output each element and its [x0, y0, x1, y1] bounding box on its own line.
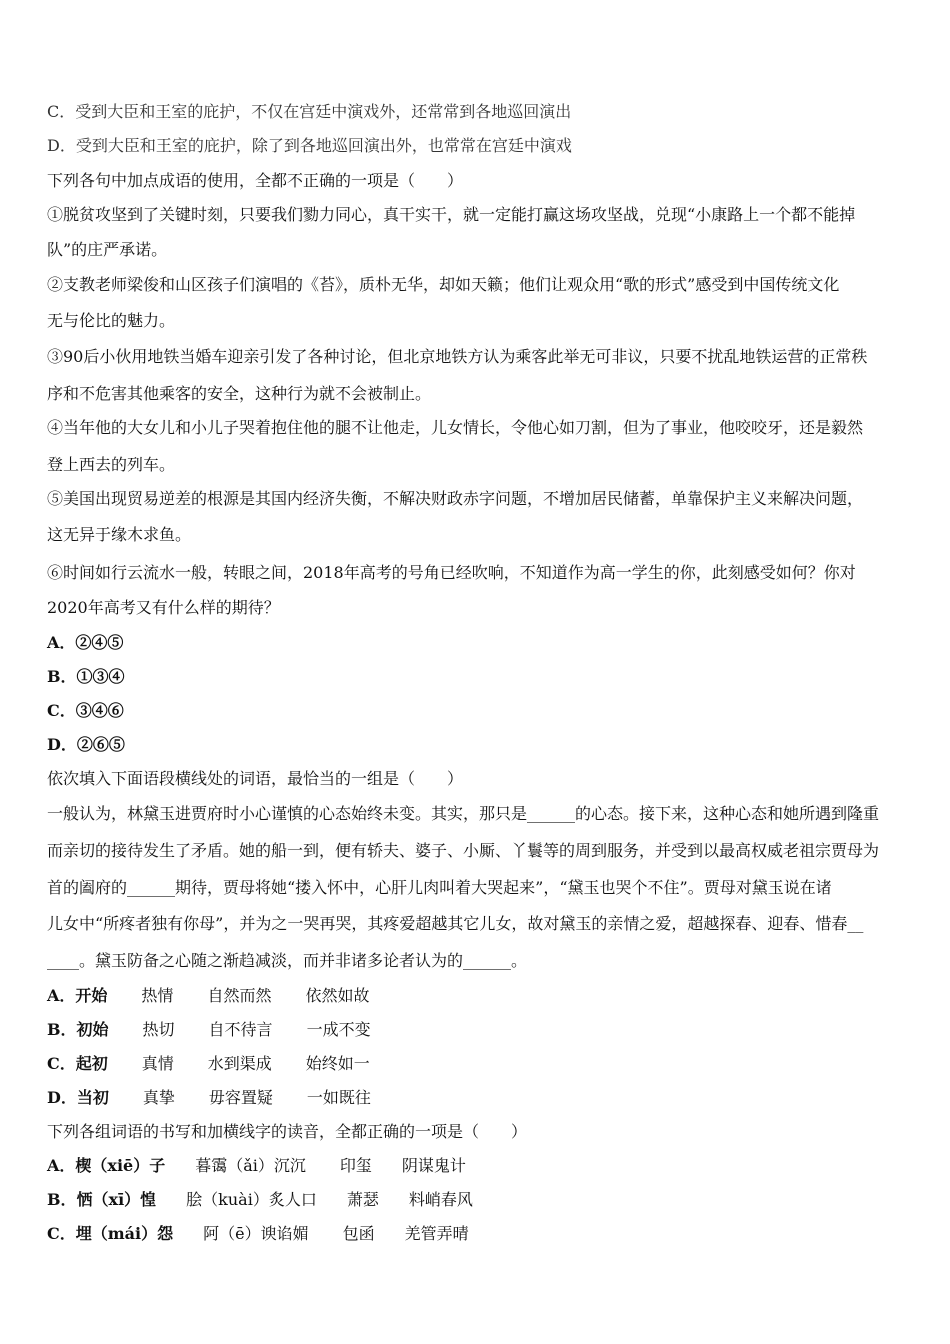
- q2-option-a-word-1: A．开始: [47, 986, 108, 1005]
- q2-option-b-word-2: 热切: [142, 1020, 175, 1039]
- q2-passage-5: ____。黛玉防备之心随之渐趋减淡，而并非诸多论者认为的______。: [47, 951, 528, 970]
- prev-option-c: C．受到大臣和王室的庇护，不仅在宫廷中演戏外，还常常到各地巡回演出: [47, 102, 572, 121]
- q1-sentence-5b: 这无异于缘木求鱼。: [47, 525, 192, 544]
- q3-option-b-word-4: 料峭春风: [408, 1190, 473, 1209]
- q3-option-c-word-3: 包函: [342, 1224, 375, 1243]
- q3-option-a-word-2: 暮霭（ǎi）沉沉: [195, 1156, 306, 1175]
- q3-option-c-word-1: C．埋（mái）怨: [47, 1224, 174, 1243]
- q1-sentence-1b: 队”的庄严承诺。: [47, 240, 168, 259]
- q3-option-b[interactable]: [47, 1190, 910, 1210]
- q1-option-b[interactable]: B．①③④: [47, 667, 125, 686]
- q1-sentence-2b: 无与伦比的魅力。: [47, 311, 176, 330]
- q2-option-d-word-3: 毋容置疑: [208, 1088, 273, 1107]
- q2-option-a-word-3: 自然而然: [207, 986, 272, 1005]
- q3-stem: 下列各组词语的书写和加横线字的读音，全都正确的一项是（ ）: [47, 1122, 528, 1141]
- q1-option-d[interactable]: D．②⑥⑤: [47, 735, 125, 754]
- q2-option-d[interactable]: [47, 1088, 910, 1108]
- q2-passage-2: 而亲切的接待发生了矛盾。她的船一到，便有轿夫、婆子、小厮、丫鬟等的周到服务，并受到以最高权威老祖宗贾母为: [47, 841, 880, 860]
- q2-option-c-word-1: C．起初: [47, 1054, 108, 1073]
- q3-option-c[interactable]: [47, 1224, 910, 1244]
- q2-option-c[interactable]: [47, 1054, 910, 1074]
- prev-option-d: D．受到大臣和王室的庇护，除了到各地巡回演出外，也常常在宫廷中演戏: [47, 136, 572, 155]
- q3-option-c-word-2: 阿（ē）谀谄媚: [203, 1224, 309, 1243]
- q1-sentence-6b: 2020年高考又有什么样的期待？: [47, 598, 280, 617]
- q1-option-c[interactable]: C．③④⑥: [47, 701, 124, 720]
- q2-passage-3: 首的阖府的______期待，贾母将她“搂入怀中，心肝儿肉叫着大哭起来”，“黛玉也哭个不住”。贾母对黛玉说在诸: [47, 878, 832, 897]
- q3-option-b-word-2: 脍（kuài）炙人口: [186, 1190, 317, 1209]
- q3-option-b-word-3: 萧瑟: [346, 1190, 379, 1209]
- q3-option-c-word-4: 羌管弄晴: [404, 1224, 469, 1243]
- q1-sentence-3b: 序和不危害其他乘客的安全，这种行为就不会被制止。: [47, 384, 432, 403]
- q1-sentence-3a: ③90后小伙用地铁当婚车迎亲引发了各种讨论，但北京地铁方认为乘客此举无可非议，只要不扰乱地铁运营的正常秩: [47, 347, 868, 366]
- q2-option-b-word-1: B．初始: [47, 1020, 109, 1039]
- q1-sentence-5a: ⑤美国出现贸易逆差的根源是其国内经济失衡，不解决财政赤字问题，不增加居民储蓄，单靠保护主义来解决问题，: [47, 489, 864, 508]
- q2-option-d-word-2: 真挚: [142, 1088, 175, 1107]
- q2-passage-1: 一般认为，林黛玉进贾府时小心谨慎的心态始终未变。其实，那只是______的心态。接下来，这种心态和她所遇到隆重: [47, 804, 880, 823]
- q2-passage-4: 儿女中“所疼者独有你母”，并为之一哭再哭，其疼爱超越其它儿女，故对黛玉的亲情之爱，超越探春、迎春、惜春__: [47, 914, 864, 933]
- q1-sentence-6a: ⑥时间如行云流水一般，转眼之间，2018年高考的号角已经吹响，不知道作为高一学生的你，此刻感受如何？你对: [47, 563, 856, 582]
- q1-sentence-4b: 登上西去的列车。: [47, 455, 176, 474]
- q1-stem: 下列各句中加点成语的使用，全都不正确的一项是（ ）: [47, 171, 464, 190]
- q3-option-a-word-1: A．楔（xiē）子: [47, 1156, 166, 1175]
- q2-option-c-word-4: 始终如一: [305, 1054, 370, 1073]
- q1-sentence-4a: ④当年他的大女儿和小儿子哭着抱住他的腿不让他走，儿女情长，令他心如刀割，但为了事业，他咬咬牙，还是毅然: [47, 418, 864, 437]
- q2-option-a[interactable]: [47, 986, 910, 1006]
- q2-option-b-word-4: 一成不变: [306, 1020, 371, 1039]
- q3-option-a[interactable]: [47, 1156, 910, 1176]
- q3-option-a-word-4: 阴谋鬼计: [401, 1156, 466, 1175]
- q2-option-c-word-3: 水到渠成: [207, 1054, 272, 1073]
- q2-stem: 依次填入下面语段横线处的词语，最恰当的一组是（ ）: [47, 769, 464, 788]
- q2-option-d-word-4: 一如既往: [306, 1088, 371, 1107]
- q2-option-a-word-4: 依然如故: [305, 986, 370, 1005]
- q1-option-a[interactable]: A．②④⑤: [47, 633, 124, 652]
- q1-sentence-2a: ②支教老师梁俊和山区孩子们演唱的《苔》，质朴无华，却如天籁；他们让观众用“歌的形式”感受到中国传统文化: [47, 275, 840, 294]
- q2-option-b[interactable]: [47, 1020, 910, 1040]
- q3-option-a-word-3: 印玺: [339, 1156, 372, 1175]
- q2-option-a-word-2: 热情: [141, 986, 174, 1005]
- q2-option-d-word-1: D．当初: [47, 1088, 109, 1107]
- q3-option-b-word-1: B．恓（xī）惶: [47, 1190, 157, 1209]
- q2-option-c-word-2: 真情: [141, 1054, 174, 1073]
- q1-sentence-1a: ①脱贫攻坚到了关键时刻，只要我们勠力同心，真干实干，就一定能打赢这场攻坚战，兑现“小康路上一个都不能掉: [47, 205, 856, 224]
- q2-option-b-word-3: 自不待言: [208, 1020, 273, 1039]
